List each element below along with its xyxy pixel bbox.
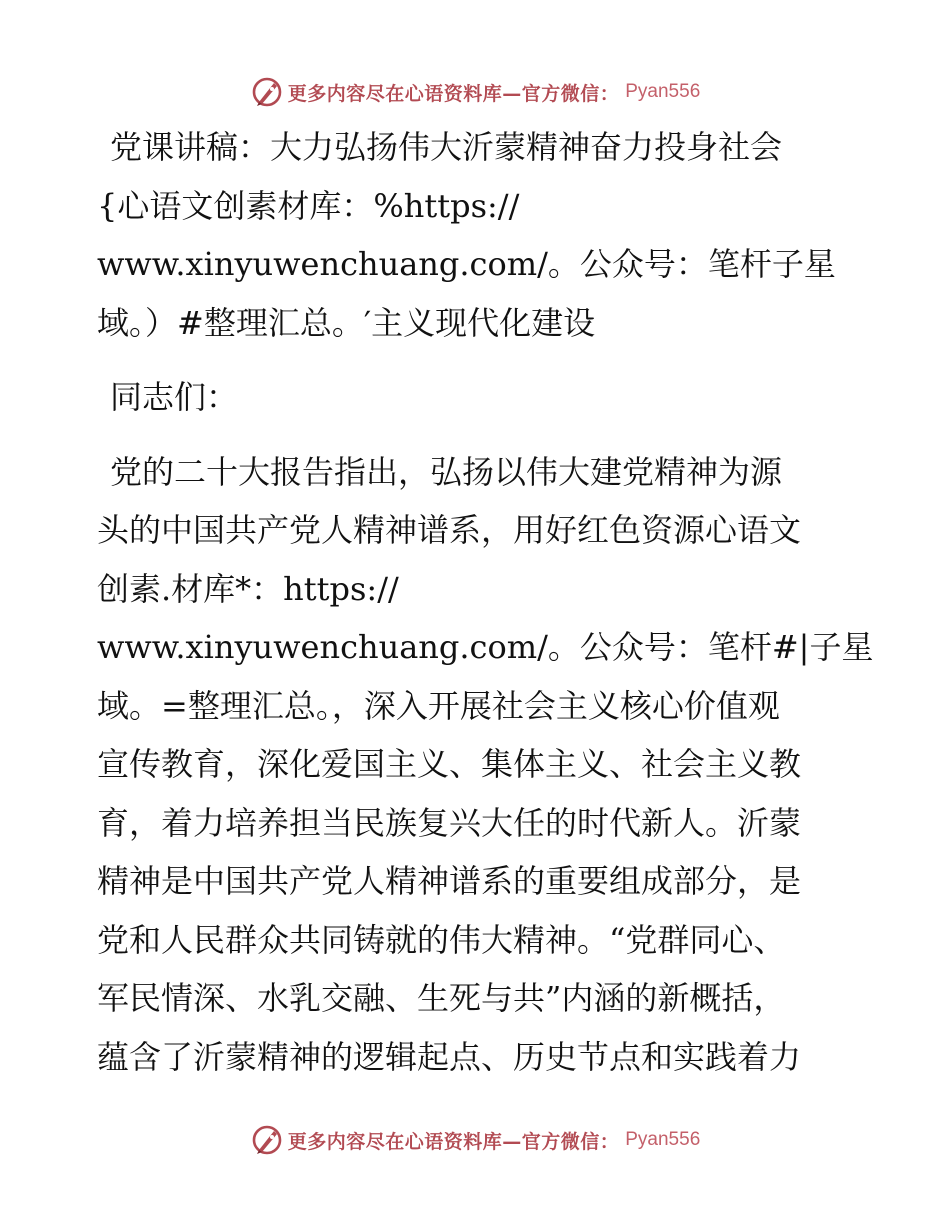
title-line: 党课讲稿：大力弘扬伟大沂蒙精神奋力投身社会: [110, 128, 783, 166]
paragraph-line: 育，着力培养担当民族复兴大任的时代新人。沂蒙: [97, 803, 802, 842]
paragraph-line: 军民情深、水乳交融、生死与共”内涵的新概括，: [97, 979, 786, 1017]
paragraph-line: 精神是中国共产党人精神谱系的重要组成部分，是: [97, 862, 802, 900]
paragraph-line: 域。=整理汇总。，深入开展社会主义核心价值观: [97, 686, 780, 725]
paragraph-line: 党和人民群众共同铸就的伟大精神。“党群同心、: [97, 920, 786, 959]
paragraph-line: www.xinyuwenchuang.com/。公众号：笔杆#|子星: [97, 628, 874, 666]
page-header: [0, 72, 950, 112]
header-banner-text: 更多内容尽在心语资料库—官方微信：: [287, 82, 620, 105]
paragraph-line: 头的中国共产党人精神谱系，用好红色资源心语文: [97, 511, 802, 549]
paragraph-line: 党的二十大报告指出，弘扬以伟大建党精神为源: [110, 452, 783, 491]
paragraph-line: 宣传教育，深化爱国主义、集体主义、社会主义教: [97, 745, 802, 783]
paragraph-line: 蕴含了沂蒙精神的逻辑起点、历史节点和实践着力: [97, 1037, 802, 1076]
title-line: www.xinyuwenchuang.com/。公众号：笔杆子星: [97, 245, 836, 283]
header-wechat-id: Pyan556: [625, 81, 701, 102]
header-banner: [250, 75, 701, 109]
quill-seal-icon: [250, 75, 284, 109]
document-title: [97, 118, 857, 352]
body-paragraph: [97, 443, 874, 1087]
footer-banner-text: 更多内容尽在心语资料库—官方微信：: [287, 1130, 620, 1153]
footer-banner: [250, 1123, 701, 1157]
quill-seal-icon: [250, 1123, 284, 1157]
title-line: 域。）#整理汇总。′主义现代化建设: [97, 303, 596, 342]
paragraph-line: 创素.材库*：https://: [97, 569, 399, 608]
title-line: {心语文创素材库：%https://: [97, 186, 520, 225]
footer-wechat-id: Pyan556: [625, 1129, 701, 1150]
salutation: 同志们：: [110, 378, 239, 416]
document-body: [97, 118, 874, 1086]
page-footer: [0, 1120, 950, 1160]
